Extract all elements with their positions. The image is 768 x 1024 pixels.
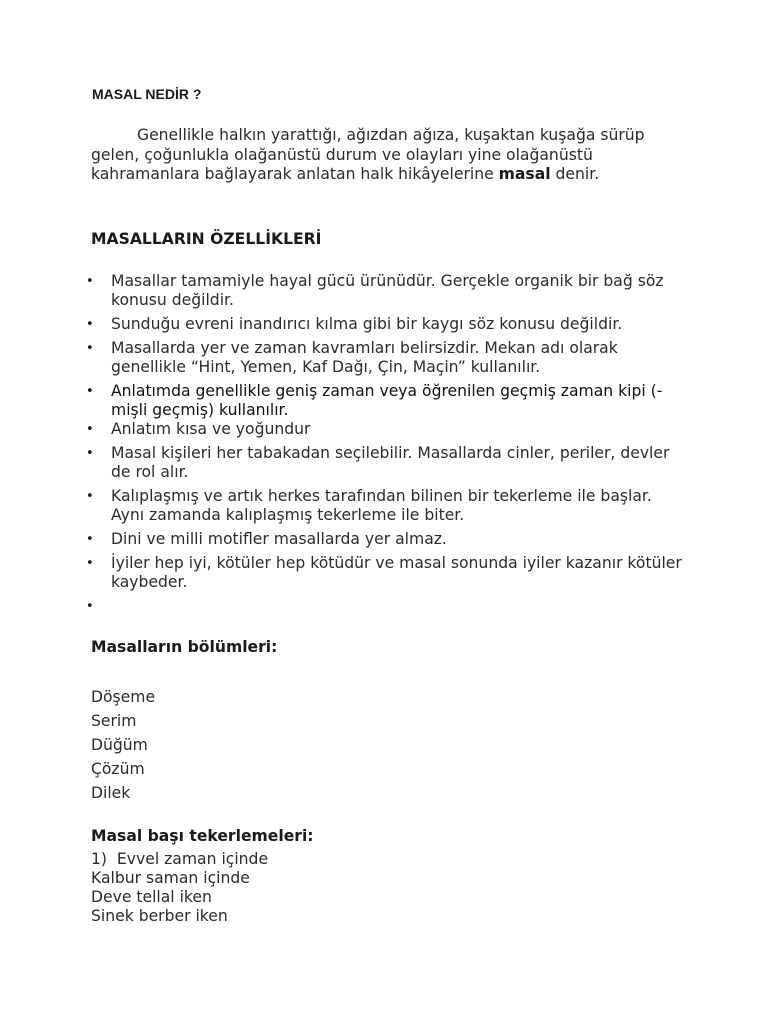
list-item: Çözüm bbox=[91, 760, 145, 778]
features-list bbox=[86, 272, 686, 616]
list-item-empty bbox=[86, 597, 686, 616]
page-title: MASAL NEDİR ? bbox=[92, 86, 202, 102]
list-item: • Masallarda yer ve zaman kavramları belirsizdir. Mekan adı olarak genellikle “Hint, Yemen, Kaf Dağı, Çin, Maçin” kullanılır. bbox=[86, 339, 686, 377]
rhyme-heading: Masal başı tekerlemeleri: bbox=[91, 827, 314, 845]
list-item: • Masal kişileri her tabakadan seçilebilir. Masallarda cinler, periler, devler de rol alır. bbox=[86, 444, 686, 482]
rhyme-block bbox=[91, 850, 268, 926]
list-item: • Sunduğu evreni inandırıcı kılma gibi bir kaygı söz konusu değildir. bbox=[86, 315, 686, 334]
intro-paragraph bbox=[91, 126, 671, 185]
rhyme-line: Deve tellal iken bbox=[91, 888, 212, 906]
list-item: • İyiler hep iyi, kötüler hep kötüdür ve masal sonunda iyiler kazanır kötüler kaybeder. bbox=[86, 554, 686, 592]
list-item: • Kalıplaşmış ve artık herkes tarafından bilinen bir tekerleme ile başlar. Aynı zamanda kalıplaşmış tekerleme ile biter. bbox=[86, 487, 686, 525]
list-item: Düğüm bbox=[91, 736, 148, 754]
features-heading: MASALLARIN ÖZELLİKLERİ bbox=[91, 230, 322, 248]
list-item: Serim bbox=[91, 712, 137, 730]
list-item: • Dini ve milli motifler masallarda yer almaz. bbox=[86, 530, 686, 549]
intro-text: Genellikle halkın yarattığı, ağızdan ağıza, kuşaktan kuşağa sürüp gelen, çoğunlukla olağanüstü durum ve olayları yine olağanüstü kahramanlara bağlayarak anlatan halk hikâyelerine bbox=[91, 126, 645, 183]
rhyme-line: Sinek berber iken bbox=[91, 907, 228, 925]
list-item: • Masallar tamamiyle hayal gücü ürünüdür. Gerçekle organik bir bağ söz konusu değildir. bbox=[86, 272, 686, 310]
parts-list bbox=[91, 685, 155, 805]
parts-heading: Masalların bölümleri: bbox=[91, 638, 278, 656]
intro-bold-term: masal bbox=[498, 165, 551, 183]
intro-text-end: denir. bbox=[550, 165, 600, 183]
list-item: • Anlatım kısa ve yoğundur bbox=[86, 420, 686, 439]
list-item: Döşeme bbox=[91, 688, 156, 706]
rhyme-line: 1) Evvel zaman içinde bbox=[91, 850, 269, 868]
list-item: • Anlatımda genellikle geniş zaman veya öğrenilen geçmiş zaman kipi (-mişli geçmiş) kullanılır. bbox=[86, 382, 686, 420]
rhyme-line: Kalbur saman içinde bbox=[91, 869, 250, 887]
list-item: Dilek bbox=[91, 784, 131, 802]
